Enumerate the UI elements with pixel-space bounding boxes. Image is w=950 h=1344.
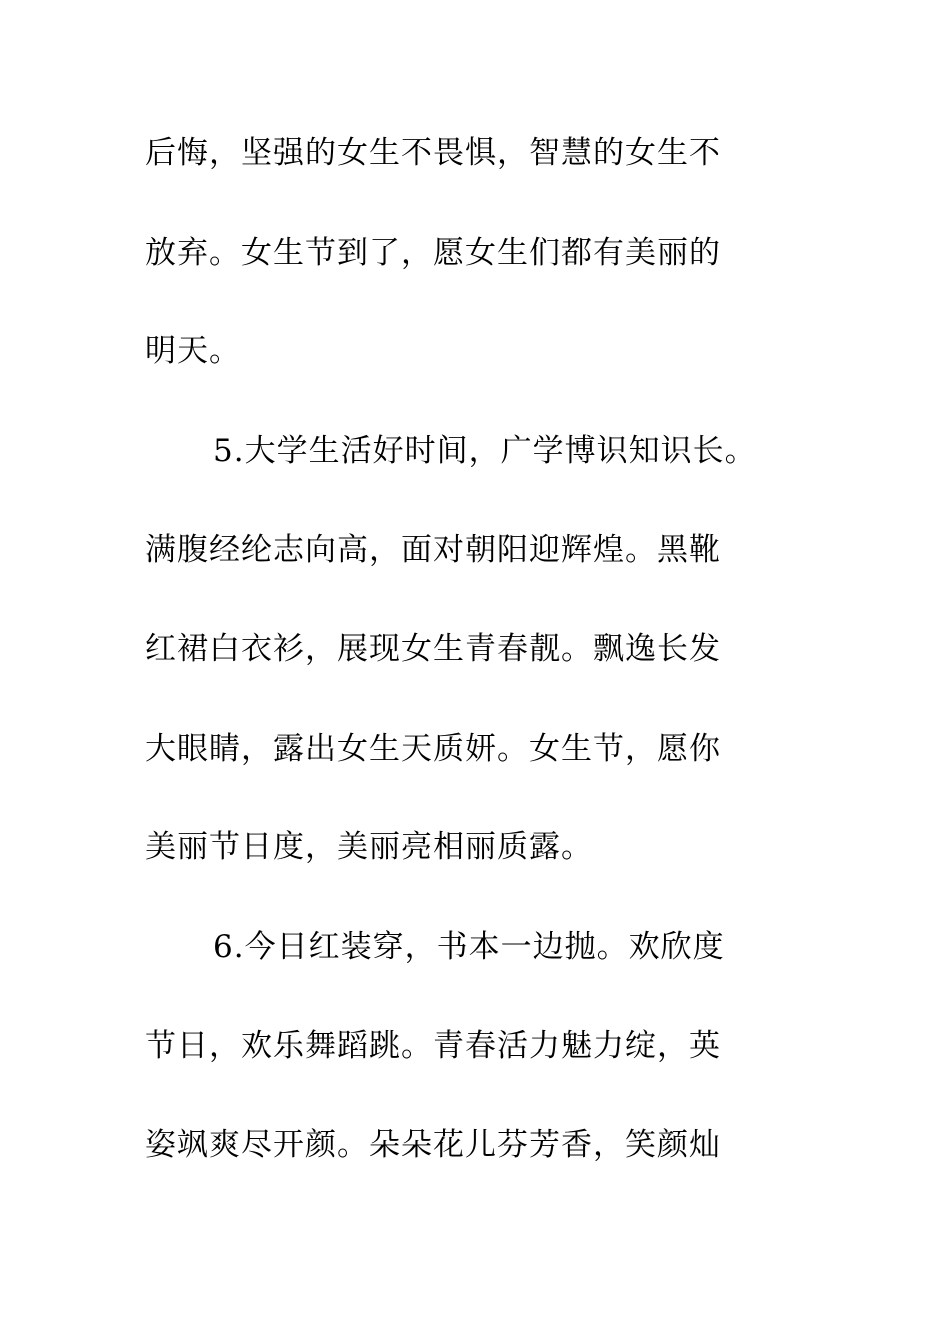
text-line: 满腹经纶志向高，面对朝阳迎辉煌。黑靴 [145,532,721,568]
text-line: 明天。 [145,333,241,369]
list-item-5-start: 5.大学生活好时间，广学博识知识长。 [213,433,757,469]
text-line: 放弃。女生节到了，愿女生们都有美丽的 [145,235,721,271]
text-line: 红裙白衣衫，展现女生青春靓。飘逸长发 [145,631,721,667]
text-line: 美丽节日度，美丽亮相丽质露。 [145,829,593,865]
text-line: 后悔，坚强的女生不畏惧，智慧的女生不 [145,135,721,171]
text-line: 姿飒爽尽开颜。朵朵花儿芬芳香，笑颜灿 [145,1127,721,1163]
list-item-6-start: 6.今日红装穿，书本一边抛。欢欣度 [213,929,725,965]
text-line: 节日，欢乐舞蹈跳。青春活力魅力绽，英 [145,1028,721,1064]
text-line: 大眼睛，露出女生天质妍。女生节，愿你 [145,731,721,767]
